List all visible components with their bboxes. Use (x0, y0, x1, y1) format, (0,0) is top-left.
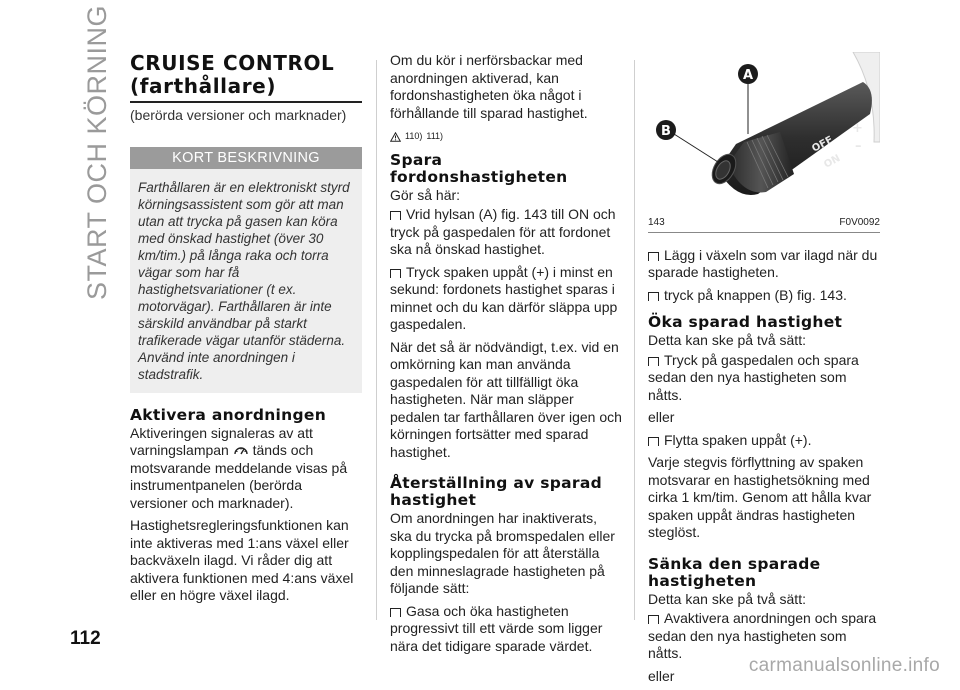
page-number: 112 (70, 628, 101, 649)
bullet-icon (648, 615, 659, 624)
lever-minus-label: – (855, 139, 862, 154)
lever-plus-label: + (852, 121, 863, 136)
column-2 (390, 52, 622, 660)
restore-step-2: Lägg i växeln som var ilagd när du sparade hastigheten. (648, 246, 878, 280)
chapter-side-title-text: START OCH KÖRNING (82, 4, 112, 300)
increase-or: eller (648, 409, 675, 425)
watermark: carmanualsonline.info (748, 655, 940, 676)
activation-paragraph: Aktiveringen signaleras av att varningslampan tänds och motsvarande meddelande visas på instrumentpanelen (berörda versioner och marknader). (130, 424, 348, 511)
callout-a-label: A (742, 68, 754, 83)
restore-step-1: Gasa och öka hastigheten progressivt till ett värde som ligger nära det tidigare sparade värdet. (390, 602, 603, 654)
restore-step-3: tryck på knappen (B) fig. 143. (648, 287, 880, 305)
bullet-icon (390, 269, 401, 278)
heading-save-speed: Spara fordonshastigheten (390, 150, 568, 186)
restore-paragraph: Om anordningen har inaktiverats, ska du trycka på bromspedalen eller kopplingspedalen för att återställa den minneslagrade hastigheten på följande sätt: (390, 510, 615, 596)
chapter-side-title (80, 4, 114, 300)
save-note: När det så är nödvändigt, t.ex. vid en omkörning kan man använda gaspedalen för att tillfälligt öka hastigheten. När man släpper pedalen tar farthållaren över igen och körningen fortsätter med sparad hastighet. (390, 338, 622, 460)
activation-gear-paragraph: Hastighetsregleringsfunktionen kan inte aktiveras med 1:ans växel eller backväxeln ilagd. Vi råder dig att aktivera funktionen med 4:ans växel eller en högre växel ilagd. (130, 517, 354, 603)
reference-110: 110) (405, 131, 423, 141)
column-1 (130, 52, 362, 610)
figure-number: 143 (648, 217, 665, 228)
save-step-1: Vrid hylsan (A) fig. 143 till ON och tryck på gaspedalen för att fordonet ska nå önskad hastighet. (390, 206, 616, 257)
decrease-option-1: Avaktivera anordningen och spara sedan den nya hastigheten som nåtts. (648, 610, 877, 661)
section-title-line-2: (farthållare) (130, 74, 277, 98)
callout-b-label: B (661, 124, 671, 139)
section-subtitle: (berörda versioner och marknader) (130, 107, 347, 123)
summary-banner: KORT BESKRIVNING (130, 147, 362, 169)
reference-111: 111) (426, 131, 444, 141)
heading-activate: Aktivera anordningen (130, 405, 327, 424)
lever-on-label: ON (822, 153, 843, 171)
title-rule (130, 101, 362, 103)
decrease-lead: Detta kan ske på två sätt: (648, 590, 806, 607)
figure-caption (648, 214, 880, 232)
downhill-paragraph: Om du kör i nerförsbackar med anordningen aktiverad, kan fordonshastigheten öka något i förhållande till sparad hastighet. (390, 52, 588, 121)
column-3 (648, 52, 880, 690)
cruise-control-lever-figure (648, 52, 880, 212)
bullet-icon (390, 211, 401, 220)
figure-rule (648, 232, 880, 233)
increase-option-2: Flytta spaken uppåt (+). (648, 432, 880, 450)
save-lead: Gör så här: (390, 186, 461, 203)
lever-off-label: OFF (810, 134, 835, 155)
heading-restore-speed: Återställning av sparad hastighet (390, 474, 602, 509)
column-divider (634, 60, 635, 620)
bullet-icon (648, 252, 659, 261)
increase-option-1: Tryck på gaspedalen och spara sedan den nya hastigheten som nåtts. (648, 351, 859, 403)
warning-triangle-icon (390, 132, 401, 142)
section-title (130, 52, 362, 98)
bullet-icon (648, 357, 659, 366)
bullet-icon (390, 608, 401, 617)
increase-paragraph: Varje stegvis förflyttning av spaken motsvarar en hastighetsökning med cirka 1 km/tim. Genom att hålla kvar spaken uppåt ändras hastigheten steglöst. (648, 454, 872, 540)
cruise-control-warning-icon (233, 444, 249, 456)
decrease-or: eller (648, 667, 675, 684)
warning-references (390, 128, 622, 146)
increase-lead: Detta kan ske på två sätt: (648, 332, 806, 348)
lever-illustration (648, 52, 880, 212)
bullet-icon (648, 437, 659, 446)
heading-increase-speed: Öka sparad hastighet (648, 313, 843, 331)
bullet-icon (648, 292, 659, 301)
section-title-line-1: CRUISE CONTROL (130, 51, 335, 75)
save-step-2: Tryck spaken uppåt (+) i minst en sekund: fordonets hastighet sparas i minnet och du kan därför släppa upp gaspedalen. (390, 263, 618, 332)
column-divider (376, 60, 377, 620)
heading-decrease-speed: Sänka den sparade hastigheten (648, 554, 821, 590)
summary-text: Farthållaren är en elektroniskt styrd körningsassistent som gör att man utan att trycka på gasen kan köra med önskad hastighet (över 30 km/tim.) på långa raka och torra vägar som har få hastighetsvariationer (t ex. motorvägar). Farthållaren är inte särskild användbar på starkt trafikerade vägar utanför städerna. Använd inte anordningen i stadstrafik. (130, 169, 362, 393)
figure-code: F0V0092 (839, 217, 880, 228)
